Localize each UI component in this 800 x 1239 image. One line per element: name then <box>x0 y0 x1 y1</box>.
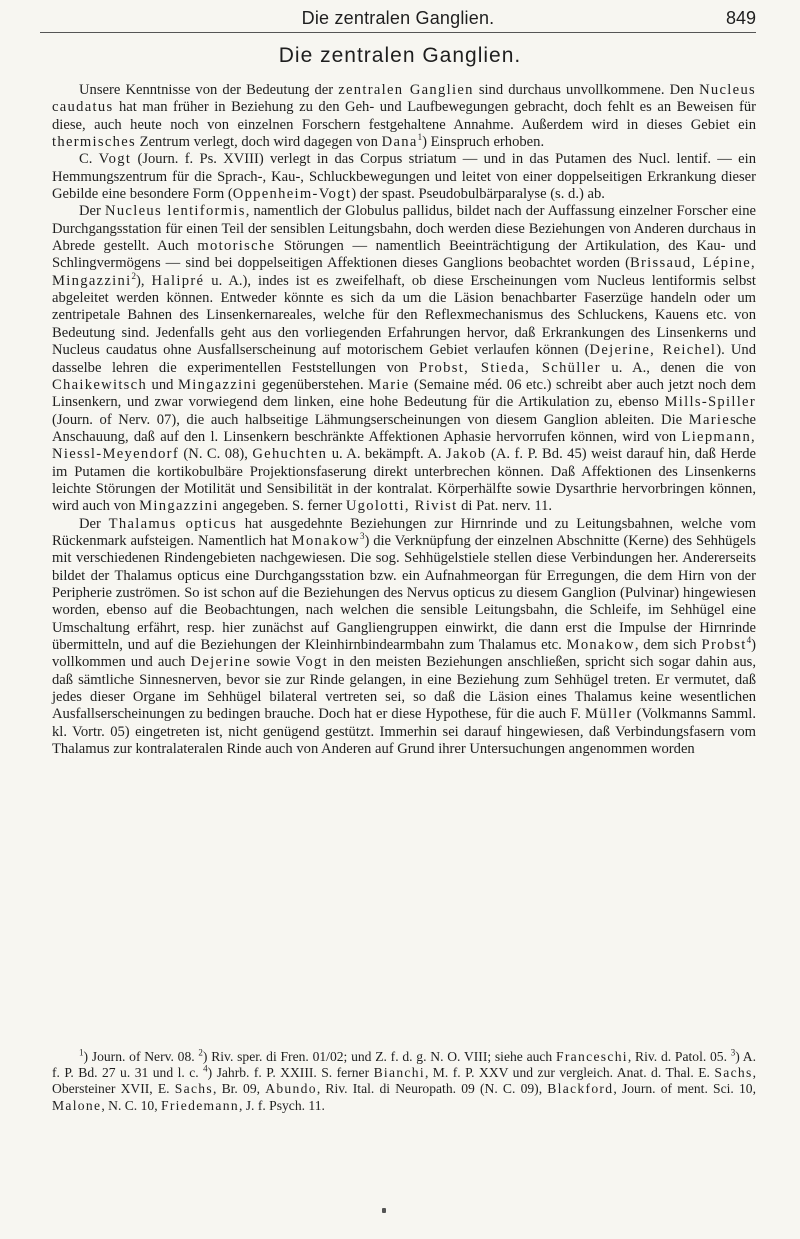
paragraph-caudatus: Unsere Kenntnisse von der Bedeutung der zentralen Ganglien sind durchaus unvollkommene. Den Nucleus caudatus hat man früher in Beziehung zu den Geh- und Laufbewegungen gebracht, doch fehlt es an Beweisen für diese, auch heute noch von einzelnen Forschern festgehaltene Annahme. Außerdem wird in dieses Gebiet ein thermisches Zentrum verlegt, doch wird dagegen von Dana$^1$) Einspruch erhoben. <box>52 82 757 151</box>
page-number: 849 <box>725 8 756 28</box>
footnotes <box>52 1049 756 1114</box>
paragraph-thalamus: Der Thalamus opticus hat ausgedehnte Beziehungen zur Hirnrinde und zu Leitungsbahnen, welche vom Rückenmark aufsteigen. Namentlich hat Monakow$^3$) die Verknüpfung der einzelnen Abschnitte (Kerne) des Sehhügels mit verschiedenen Rindengebieten nachgewiesen. Die sog. Sehhügelstiele stellen diese Verbindungen her. Andererseits bildet der Thalamus opticus eine Durchgangsstation bzw. ein Aufnahmeorgan für Erregungen, die dem Hirn von der Peripherie zuströmen. So ist schon auf die Beziehungen des Nervus opticus zu diesem Ganglion (Pulvinar) hingewiesen worden, ebenso auf die Beobachtungen, nach welchen die sensible Leitungsbahn, die Schleife, im Sehhügel eine Umschaltung erfährt, resp. hier zunächst auf Gangliengruppen einwirkt, die dann erst die Impulse der Hirnrinde übermitteln, und auf die Beziehungen der Kleinhirnbindearmbahn zum Thalamus etc. Monakow, dem sich Probst$^4$) vollkommen und auch Dejerine sowie Vogt in den meisten Beziehungen anschließen, spricht sich sogar dahin aus, daß sämtliche Sinnesnerven, bevor sie zur Rinde gelangen, in eine Beziehung zum Sehhügel treten. Er vermutet, daß jedes dieser Organe im Sehhügel bilateral vertreten sei, so daß die Läsion eines Thalamus keine wesentlichen Ausfallserscheinungen zu bedingen brauche. Doch hat er diese Hypothese, für die auch F. Müller (Volkmanns Samml. kl. Vortr. 05) eingetreten ist, nicht genügend gestützt. Immerhin sei darauf hingewiesen, daß Verbindungsfasern vom Thalamus zur kontralateralen Rinde auch von Anderen auf Grund ihrer Untersuchungen angenommen worden <box>52 515 757 758</box>
footnote-ref: 1 <box>417 132 423 143</box>
page-header <box>40 6 756 33</box>
footnote-ref: 2 <box>131 270 136 281</box>
print-mark <box>382 1208 386 1213</box>
paragraph-vogt: C. Vogt (Journ. f. Ps. XVIII) verlegt in das Corpus striatum — und in das Putamen des Nucl. lentif. — ein Hemmungszentrum für die Sprach-, Kau-, Schluckbewegungen und leitet von einer doppelseitigen Erkrankung dieser Gebilde eine besondere Form (Oppenheim-Vogt) der spast. Pseudobulbärparalyse (s. d.) ab. <box>52 151 756 203</box>
footnote-ref: 4 <box>746 635 752 646</box>
section-title: Die zentralen Ganglien. <box>278 44 522 67</box>
paragraph-lentiformis: Der Nucleus lentiformis, namentlich der Globulus pallidus, bildet nach der Auffassung einzelner Forscher eine Durchgangsstation für einen Teil der sensiblen Leitungsbahn, doch werden diese Beziehungen von Anderen durchaus in Abrede gestellt. Auch motorische Störungen — namentlich Beeinträchtigung der Artikulation, des Kau- und Schlingvermögens — sind bei doppelseitigen Affektionen dieses Ganglions beobachtet worden (Brissaud, Lépine, Mingazzini$^2$), Halipré u. A.), indes ist es zweifelhaft, ob diese Erscheinungen vom Nucleus lentiformis selbst abgeleitet werden können. Entweder könnte es sich da um die Läsion benachbarter Faserzüge handeln oder um zentripetale Bahnen des Linsenkernareales, welche für den Reflexmechanismus des Schluckens, Kauens etc. von Bedeutung sind. Jedenfalls geht aus den vorliegenden Erfahrungen hervor, daß Erkrankungen des Linsenkerns und Nucleus caudatus ohne Ausfallserscheinung auf motorischem Gebiet verlaufen können (Dejerine, Reichel). Und dasselbe lehren die experimentellen Feststellungen von Probst, Stieda, Schüller u. A., denen die von Chaikewitsch und Mingazzini gegenüberstehen. Marie (Semaine méd. 06 etc.) schreibt aber auch jetzt noch dem Linsenkern, und zwar vorwiegend dem linken, eine hohe Bedeutung für die Artikulation zu, ebenso Mills-Spiller (Journ. of Nerv. 07), die auch halbseitige Lähmungserscheinungen von diesem Ganglion ableiten. Die Mariesche Anschauung, daß auf den l. Linsenkern beschränkte Affektionen Aphasie hervorrufen können, wird von Liepmann, Niessl-Meyendorf (N. C. 08), Gehuchten u. A. bekämpft. A. Jakob (A. f. P. Bd. 45) weist darauf hin, daß Herde im Putamen die kortikobulbäre Projektionsfaserung direkt unterbrechen können. Daß Affektionen des Linsenkerns leichte Störungen der Motilität und Sensibilität in der kontralat. Körperhälfte sowie Dysarthrie hervorbringen können, wird auch von Mingazzini angegeben. S. ferner Ugolotti, Rivist di Pat. nerv. 11. <box>52 203 756 515</box>
running-head: Die zentralen Ganglien. <box>301 8 495 28</box>
footnote-block: $^1$) Journ. of Nerv. 08. $^2$) Riv. sper. di Fren. 01/02; und Z. f. d. g. N. O. VIII; siehe auch Franceschi, Riv. d. Patol. 05. $^3$) A. f. P. Bd. 27 u. 31 und l. c. $^4$) Jahrb. f. P. XXIII. S. ferner Bianchi, M. f. P. XXV und zur vergleich. Anat. d. Thal. E. Sachs, Obersteiner XVII, E. Sachs, Br. 09, Abundo, Riv. Ital. di Neuropath. 09 (N. C. 09), Blackford, Journ. of ment. Sci. 10, Malone, N. C. 10, Friedemann, J. f. Psych. 11. <box>52 1047 757 1113</box>
footnote-ref: 3 <box>359 531 365 542</box>
body-text <box>52 82 756 758</box>
